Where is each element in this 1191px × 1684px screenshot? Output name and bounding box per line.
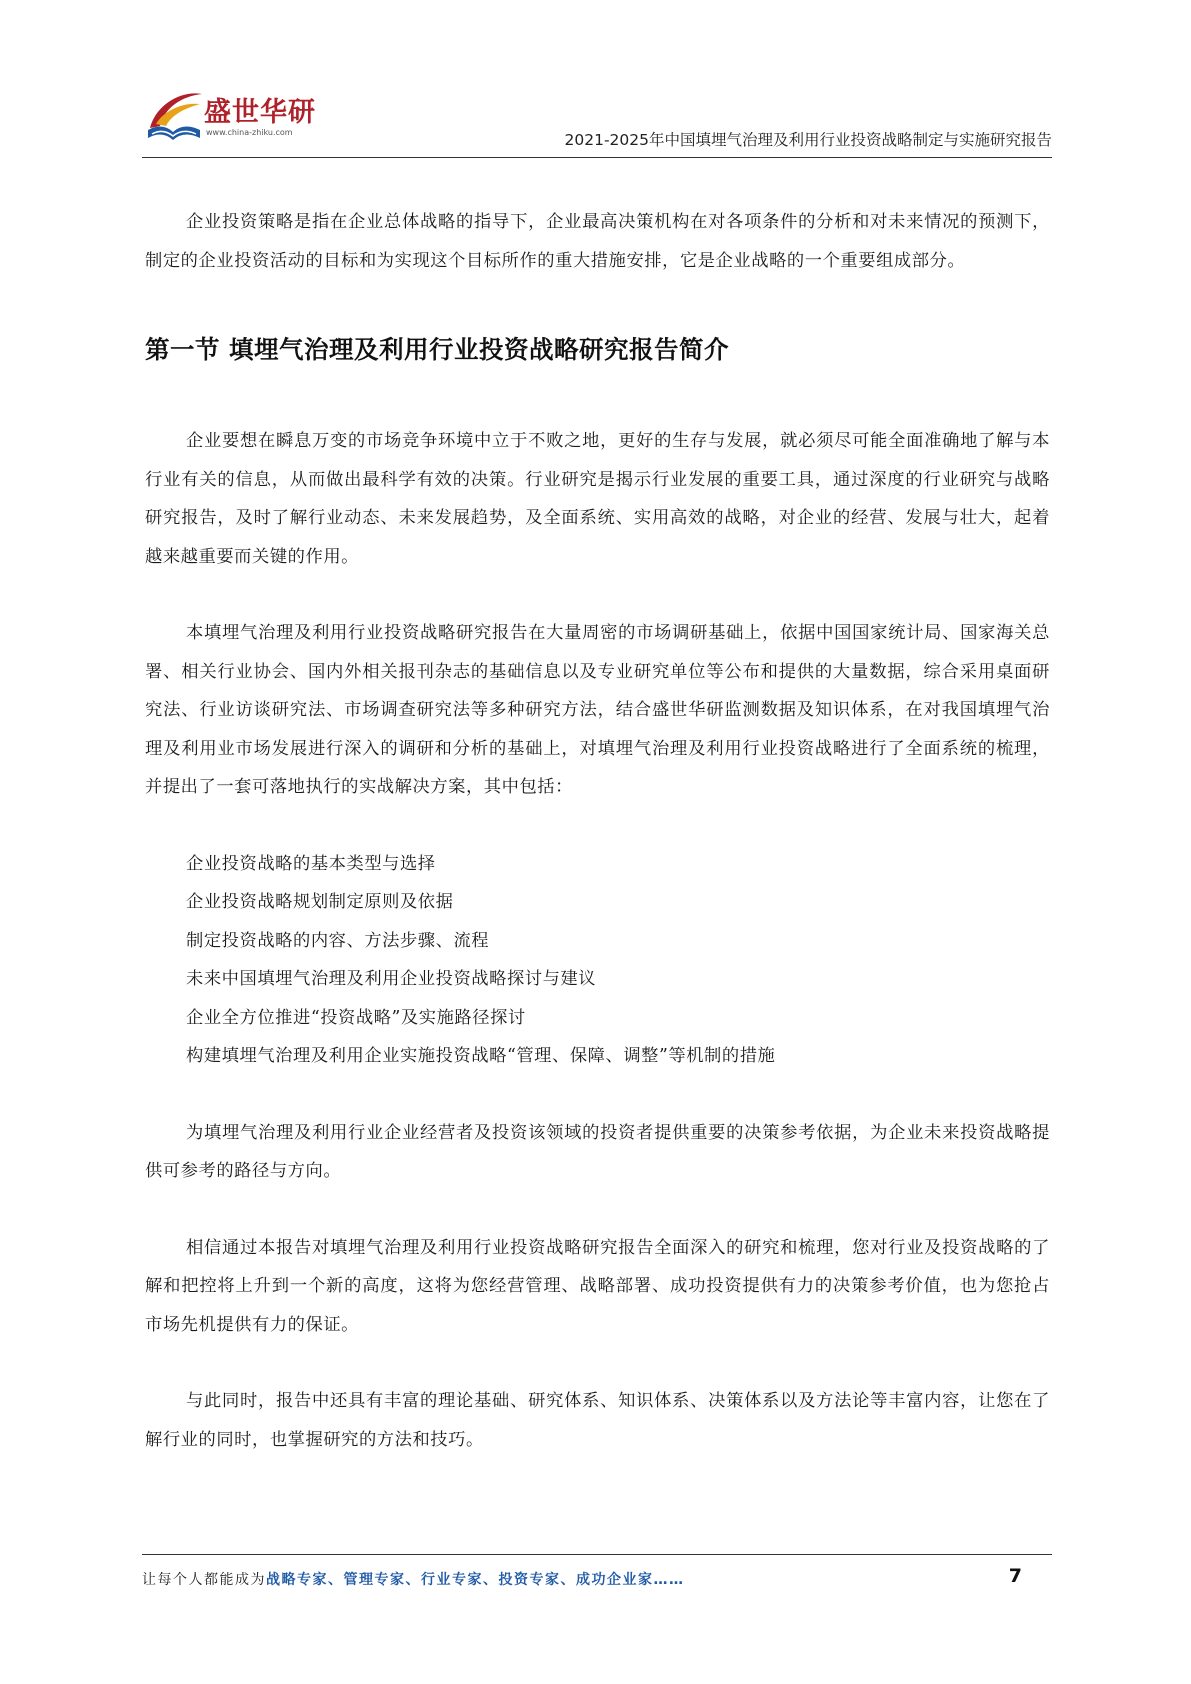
page-body (145, 203, 1050, 1459)
list-item: 构建填埋气治理及利用企业实施投资战略“管理、保障、调整”等机制的措施 (186, 1046, 776, 1066)
company-logo (142, 84, 316, 152)
body-paragraph: 与此同时，报告中还具有丰富的理论基础、研究体系、知识体系、决策体系以及方法论等丰富内容，让您在了解行业的同时，也掌握研究的方法和技巧。 (145, 1391, 1050, 1450)
page-header (142, 80, 1052, 158)
section-heading: 第一节 填埋气治理及利用行业投资战略研究报告简介 (145, 335, 730, 364)
strategy-list (145, 845, 1050, 1076)
footer-slogan (142, 1569, 685, 1589)
logo-url: www.china-zhiku.com (206, 128, 293, 137)
list-item: 制定投资战略的内容、方法步骤、流程 (186, 930, 490, 951)
list-item: 企业投资战略规划制定原则及依据 (186, 892, 454, 912)
body-paragraph: 为填埋气治理及利用行业企业经营者及投资该领域的投资者提供重要的决策参考依据，为企业未来投资战略提供可参考的路径与方向。 (145, 1122, 1050, 1181)
slogan-prefix: 让每个人都能成为 (142, 1572, 266, 1588)
header-divider (142, 157, 1052, 158)
footer-divider (142, 1554, 1052, 1555)
list-item: 企业投资战略的基本类型与选择 (186, 853, 436, 874)
book-logo-icon (142, 84, 204, 146)
list-item: 未来中国填埋气治理及利用企业投资战略探讨与建议 (186, 969, 597, 989)
body-paragraph: 企业要想在瞬息万变的市场竞争环境中立于不败之地，更好的生存与发展，就必须尽可能全面准确地了解与本行业有关的信息，从而做出最科学有效的决策。行业研究是揭示行业发展的重要工具，通过深度的行业研究与战略研究报告，及时了解行业动态、未来发展趋势，及全面系统、实用高效的战略，对企业的经营、发展与壮大，起着越来越重要而关键的作用。 (145, 431, 1050, 567)
page-footer (142, 1565, 1052, 1595)
slogan-highlight: 战略专家、管理专家、行业专家、投资专家、成功企业家…… (266, 1572, 685, 1588)
logo-name: 盛世华研 (204, 97, 316, 128)
report-title: 2021-2025年中国填埋气治理及利用行业投资战略制定与实施研究报告 (564, 131, 1052, 149)
body-paragraph: 相信通过本报告对填埋气治理及利用行业投资战略研究报告全面深入的研究和梳理，您对行业及投资战略的了解和把控将上升到一个新的高度，这将为您经营管理、战略部署、成功投资提供有力的决策参考价值，也为您抢占市场先机提供有力的保证。 (145, 1237, 1050, 1335)
intro-paragraph: 企业投资策略是指在企业总体战略的指导下，企业最高决策机构在对各项条件的分析和对未来情况的预测下，制定的企业投资活动的目标和为实现这个目标所作的重大措施安排，它是企业战略的一个重要组成部分。 (145, 212, 1050, 271)
body-paragraph: 本填埋气治理及利用行业投资战略研究报告在大量周密的市场调研基础上，依据中国国家统计局、国家海关总署、相关行业协会、国内外相关报刊杂志的基础信息以及专业研究单位等公布和提供的大量数据，综合采用桌面研究法、行业访谈研究法、市场调查研究法等多种研究方法，结合盛世华研监测数据及知识体系，在对我国填埋气治理及利用业市场发展进行深入的调研和分析的基础上，对填埋气治理及利用行业投资战略进行了全面系统的梳理，并提出了一套可落地执行的实战解决方案，其中包括： (145, 623, 1050, 797)
list-item: 企业全方位推进“投资战略”及实施路径探讨 (186, 1007, 526, 1028)
page-number: 7 (1008, 1565, 1022, 1587)
